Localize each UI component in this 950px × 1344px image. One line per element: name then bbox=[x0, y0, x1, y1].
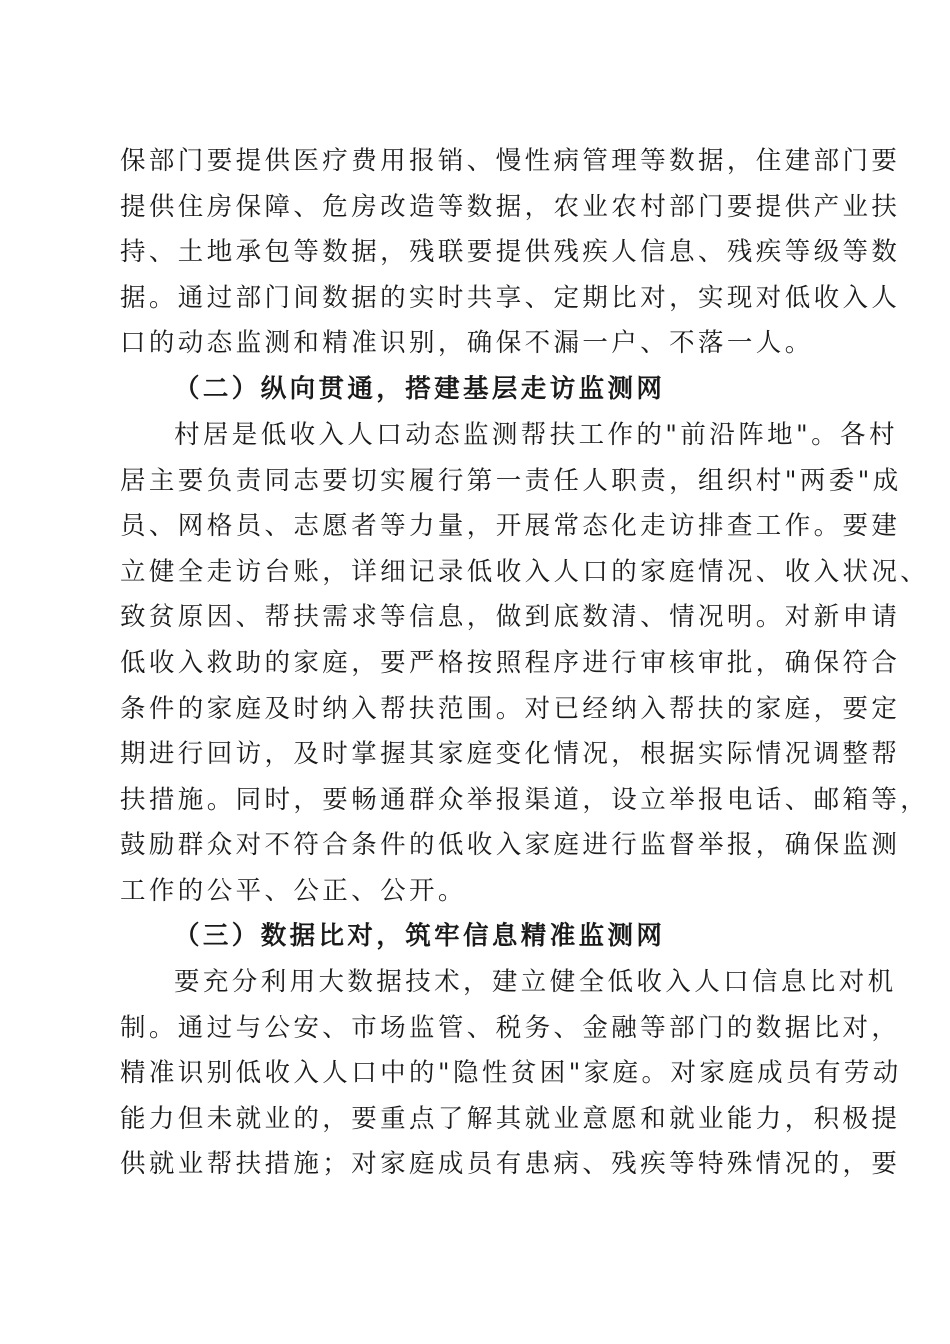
text-line: 员、网格员、志愿者等力量，开展常态化走访排查工作。要建 bbox=[120, 511, 901, 542]
text-line: 工作的公平、公正、公开。 bbox=[120, 875, 467, 906]
text-line: 期进行回访，及时掌握其家庭变化情况，根据实际情况调整帮 bbox=[120, 739, 901, 770]
heading-line: （三）数据比对，筑牢信息精准监测网 bbox=[174, 921, 666, 951]
text-line: 要充分利用大数据技术，建立健全低收入人口信息比对机 bbox=[174, 967, 897, 997]
heading-line: （二）纵向贯通，搭建基层走访监测网 bbox=[174, 374, 666, 404]
text-line: 制。通过与公安、市场监管、税务、金融等部门的数据比对， bbox=[120, 1012, 901, 1043]
text-line: 扶措施。同时，要畅通群众举报渠道，设立举报电话、邮箱等， bbox=[120, 784, 930, 815]
section-heading-2 bbox=[120, 367, 832, 413]
text-line: 村居是低收入人口动态监测帮扶工作的"前沿阵地"。各村 bbox=[174, 420, 898, 450]
text-line: 低收入救助的家庭，要严格按照程序进行审核审批，确保符合 bbox=[120, 647, 901, 678]
text-line: 持、土地承包等数据，残联要提供残疾人信息、残疾等级等数 bbox=[120, 237, 901, 268]
text-line: 口的动态监测和精准识别，确保不漏一户、不落一人。 bbox=[120, 328, 814, 359]
text-line: 致贫原因、帮扶需求等信息，做到底数清、情况明。对新申请 bbox=[120, 602, 901, 633]
text-line: 据。通过部门间数据的实时共享、定期比对，实现对低收入人 bbox=[120, 282, 901, 313]
body-paragraph-2 bbox=[120, 413, 930, 915]
section-heading-3 bbox=[120, 914, 832, 960]
text-line: 精准识别低收入人口中的"隐性贫困"家庭。对家庭成员有劳动 bbox=[120, 1058, 902, 1089]
text-line: 立健全走访台账，详细记录低收入人口的家庭情况、收入状况、 bbox=[120, 556, 930, 587]
text-line: 鼓励群众对不符合条件的低收入家庭进行监督举报，确保监测 bbox=[120, 830, 901, 861]
text-line: 居主要负责同志要切实履行第一责任人职责，组织村"两委"成 bbox=[120, 465, 902, 496]
body-paragraph-3 bbox=[120, 960, 902, 1188]
text-line: 提供住房保障、危房改造等数据，农业农村部门要提供产业扶 bbox=[120, 191, 901, 222]
text-line: 条件的家庭及时纳入帮扶范围。对已经纳入帮扶的家庭，要定 bbox=[120, 693, 901, 724]
text-line: 供就业帮扶措施；对家庭成员有患病、残疾等特殊情况的，要 bbox=[120, 1149, 901, 1180]
text-line: 能力但未就业的，要重点了解其就业意愿和就业能力，积极提 bbox=[120, 1103, 901, 1134]
text-line: 保部门要提供医疗费用报销、慢性病管理等数据，住建部门要 bbox=[120, 146, 901, 176]
body-paragraph-1 bbox=[120, 139, 901, 367]
